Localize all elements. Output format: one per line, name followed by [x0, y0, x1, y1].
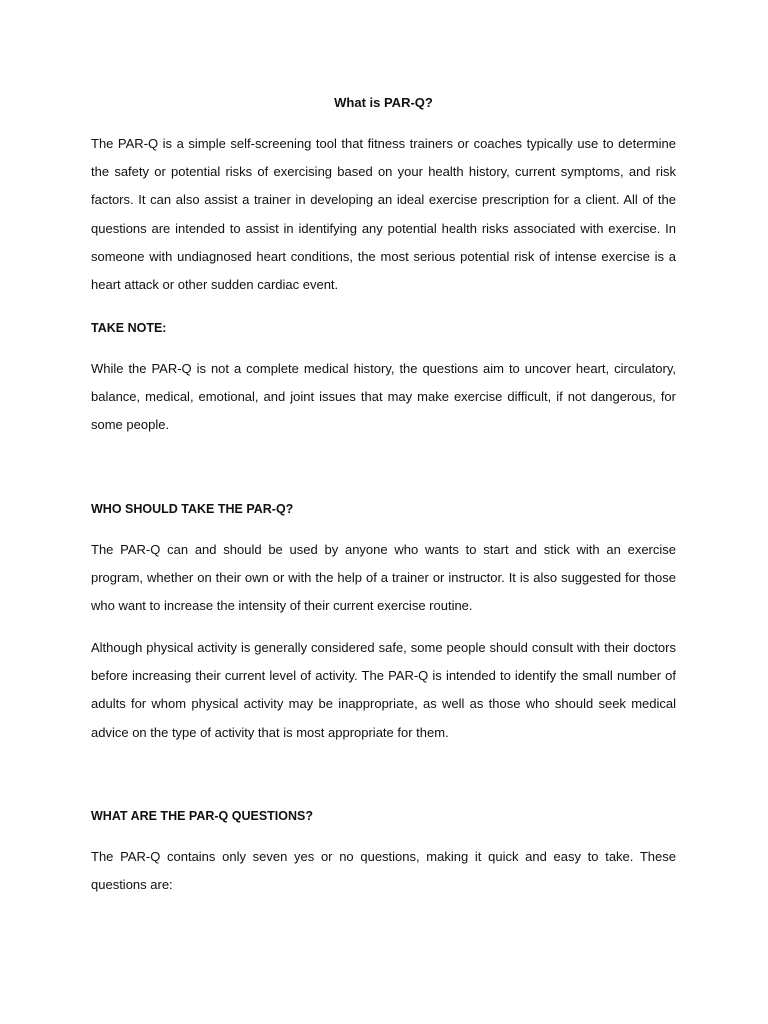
- intro-paragraph: The PAR-Q is a simple self-screening tool that fitness trainers or coaches typically use to determine the safety or potential risks of exercising based on your health history, current symptoms, and risk factors. It can also assist a trainer in developing an ideal exercise prescription for a client. All of the questions are intended to assist in identifying any potential health risks associated with exercise. In someone with undiagnosed heart conditions, the most serious potential risk of intense exercise is a heart attack or other sudden cardiac event.: [91, 136, 676, 293]
- take-note-heading: TAKE NOTE:: [91, 321, 167, 335]
- who-should-take-paragraph-2: Although physical activity is generally considered safe, some people should consult with their doctors before increasing their current level of activity. The PAR-Q is intended to identify the small number of adults for whom physical activity may be inappropriate, as well as those who should seek medical advice on the type of activity that is most appropriate for them.: [91, 640, 676, 740]
- par-q-questions-paragraph: The PAR-Q contains only seven yes or no questions, making it quick and easy to take. These questions are:: [91, 849, 676, 893]
- who-should-take-paragraph-1: The PAR-Q can and should be used by anyone who wants to start and stick with an exercise program, whether on their own or with the help of a trainer or instructor. It is also suggested for those who want to increase the intensity of their current exercise routine.: [91, 542, 676, 614]
- who-should-take-heading: WHO SHOULD TAKE THE PAR-Q?: [91, 502, 294, 516]
- par-q-questions-heading: WHAT ARE THE PAR-Q QUESTIONS?: [91, 809, 313, 823]
- take-note-paragraph: While the PAR-Q is not a complete medical history, the questions aim to uncover heart, circulatory, balance, medical, emotional, and joint issues that may make exercise difficult, if not dangerous, for some people.: [91, 361, 676, 433]
- document-title: What is PAR-Q?: [334, 95, 433, 110]
